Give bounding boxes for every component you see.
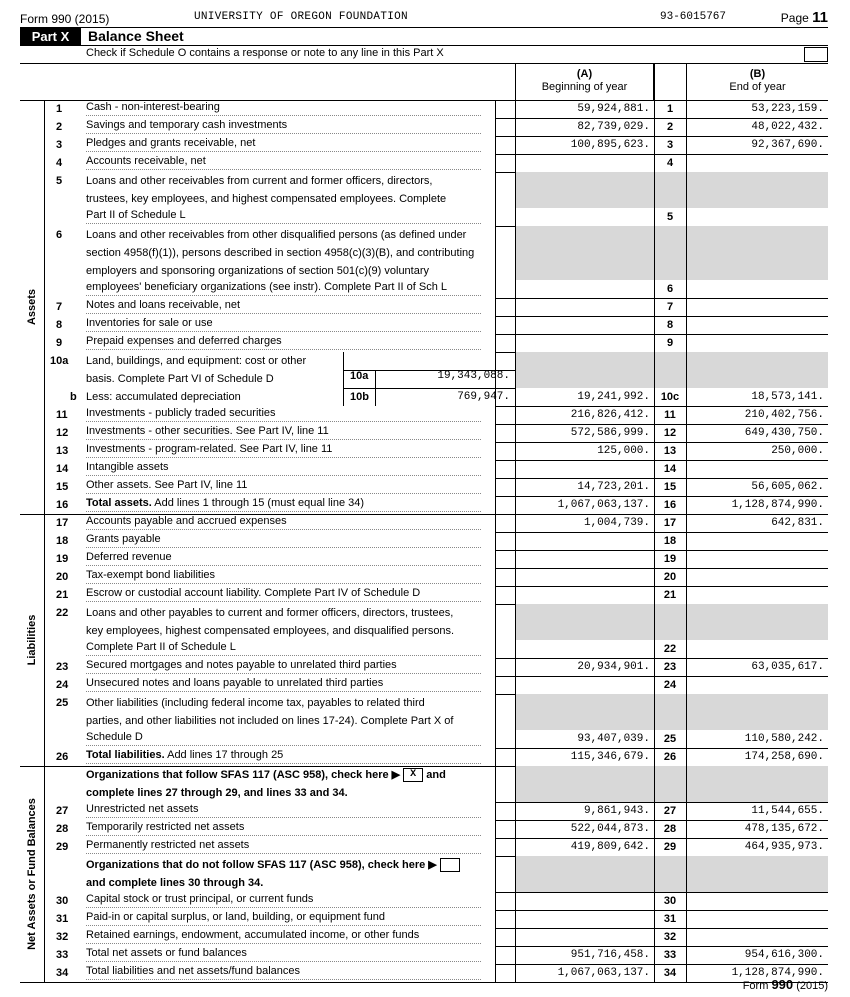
column-a-header <box>515 64 654 100</box>
line-ref: 27 <box>663 805 677 817</box>
line-description <box>86 766 501 802</box>
value-beginning-of-year: 115,346,679. <box>570 751 650 763</box>
description-line: Other assets. See Part IV, line 11 <box>86 478 481 494</box>
description-line <box>86 766 501 784</box>
value-end-of-year: 56,605,062. <box>751 481 824 493</box>
page-footer <box>743 977 828 992</box>
description-line: Prepaid expenses and deferred charges <box>86 334 481 350</box>
description-line: Part II of Schedule L <box>86 208 481 224</box>
line-number: 8 <box>56 319 63 331</box>
rule <box>495 406 828 407</box>
description-line: Temporarily restricted net assets <box>86 820 481 836</box>
value-end-of-year: 174,258,690. <box>744 751 824 763</box>
value-end-of-year: 250,000. <box>771 445 824 457</box>
value-10b: 769,947. <box>457 391 510 403</box>
line-description <box>86 442 501 461</box>
line-number: 34 <box>56 967 69 979</box>
line-ref: 21 <box>663 589 677 601</box>
rule <box>495 424 828 425</box>
value-beginning-of-year: 1,067,063,137. <box>557 967 650 979</box>
column-b-header <box>686 64 828 100</box>
column-headers <box>20 63 828 101</box>
line-number: 4 <box>56 157 63 169</box>
shaded-cell <box>515 604 828 640</box>
line-description <box>86 550 501 569</box>
line-ref: 26 <box>663 751 677 763</box>
shaded-cell <box>515 352 828 388</box>
rule <box>495 100 496 982</box>
schedule-o-text: Check if Schedule O contains a response or note to any line in this Part X <box>86 47 444 59</box>
description-line: employers and sponsoring organizations of section 501(c)(9) voluntary <box>86 265 430 277</box>
rule <box>343 370 515 371</box>
rule <box>495 658 828 659</box>
rule <box>495 334 828 335</box>
rule <box>343 352 344 406</box>
line-number: 33 <box>56 949 69 961</box>
line-ref: 15 <box>663 481 677 493</box>
line-description <box>86 676 501 695</box>
line-number: 21 <box>56 589 69 601</box>
line-number: 7 <box>56 301 63 313</box>
line-ref: 10c <box>660 391 680 403</box>
description-line: Escrow or custodial account liability. Complete Part IV of Schedule D <box>86 586 481 602</box>
arrow-right-icon: ▶ <box>388 769 404 781</box>
footer-form-num: 990 <box>771 977 794 992</box>
line-number: 23 <box>56 661 69 673</box>
line-number: 22 <box>56 607 69 619</box>
line-ref: 4 <box>666 157 674 169</box>
line-ref: 19 <box>663 553 677 565</box>
value-10a: 19,343,088. <box>437 370 510 382</box>
line-ref: 33 <box>663 949 677 961</box>
value-end-of-year: 1,128,874,990. <box>731 967 824 979</box>
line-description <box>86 100 501 119</box>
line-number: 10a <box>50 355 69 367</box>
line-description <box>86 568 501 587</box>
rule <box>495 964 828 965</box>
line-number: 2 <box>56 121 63 133</box>
description-line: Intangible assets <box>86 460 481 476</box>
value-end-of-year: 63,035,617. <box>751 661 824 673</box>
line-number: 17 <box>56 517 69 529</box>
description-line <box>86 856 501 874</box>
value-beginning-of-year: 125,000. <box>597 445 650 457</box>
line-number: 15 <box>56 481 69 493</box>
column-b-label: End of year <box>729 81 786 93</box>
line-number: 12 <box>56 427 69 439</box>
rule <box>343 388 515 389</box>
value-beginning-of-year: 14,723,201. <box>577 481 650 493</box>
line-number: 24 <box>56 679 69 691</box>
sfas-checkbox[interactable] <box>440 858 460 872</box>
line-sub-letter: b <box>70 391 77 403</box>
part-label: Part X <box>20 28 81 45</box>
rule <box>495 838 828 839</box>
rule <box>495 586 828 587</box>
rule <box>495 910 828 911</box>
footer-form-label: Form <box>742 980 769 992</box>
line-ref: 17 <box>663 517 677 529</box>
description-line: Paid-in or capital surplus, or land, building, or equipment fund <box>86 910 481 926</box>
description-line: Schedule D <box>86 730 481 746</box>
rule <box>495 118 828 119</box>
rule <box>495 928 828 929</box>
shaded-cell <box>515 766 828 802</box>
value-end-of-year: 92,367,690. <box>751 139 824 151</box>
line-ref: 16 <box>663 499 677 511</box>
line-ref: 13 <box>663 445 677 457</box>
line-description <box>86 514 501 533</box>
value-beginning-of-year: 1,004,739. <box>583 517 650 529</box>
rule <box>495 748 828 749</box>
value-beginning-of-year: 19,241,992. <box>577 391 650 403</box>
line-description <box>86 838 501 857</box>
line-ref: 25 <box>663 733 677 745</box>
section-label-assets <box>20 100 44 514</box>
schedule-o-checkbox[interactable] <box>804 47 828 62</box>
rule <box>495 946 828 947</box>
line-description <box>86 946 501 965</box>
shaded-cell <box>515 694 828 730</box>
line-description <box>86 892 501 911</box>
line-description <box>86 118 501 137</box>
rule <box>686 63 687 982</box>
line-description <box>86 352 346 388</box>
rule <box>495 316 828 317</box>
description-line: Less: accumulated depreciation <box>86 391 241 403</box>
description-line: key employees, highest compensated employees, and disqualified persons. <box>86 625 455 637</box>
line-description <box>86 154 501 173</box>
description-line: Accounts payable and accrued expenses <box>86 514 481 530</box>
line-description <box>86 298 501 317</box>
value-end-of-year: 478,135,672. <box>744 823 824 835</box>
section-label-liabilities <box>20 514 44 766</box>
description-line: basis. Complete Part VI of Schedule D <box>86 373 274 385</box>
line-description <box>86 586 501 605</box>
line-ref: 3 <box>666 139 674 151</box>
line-description <box>86 478 501 497</box>
line-description <box>86 172 501 227</box>
line-number: 9 <box>56 337 63 349</box>
value-end-of-year: 110,580,242. <box>744 733 824 745</box>
rule <box>495 550 828 551</box>
line-number: 28 <box>56 823 69 835</box>
line-ref: 28 <box>663 823 677 835</box>
line-number: 26 <box>56 751 69 763</box>
line-number: 20 <box>56 571 69 583</box>
rule <box>654 63 655 982</box>
line-description <box>86 460 501 479</box>
value-beginning-of-year: 1,067,063,137. <box>557 499 650 511</box>
rule <box>495 568 828 569</box>
line-description <box>86 964 501 983</box>
sfas-checkbox[interactable]: X <box>403 768 423 782</box>
line-number: 30 <box>56 895 69 907</box>
shaded-cell <box>515 856 828 892</box>
line-description <box>86 820 501 839</box>
column-b-letter: (B) <box>749 68 766 80</box>
description-line: Secured mortgages and notes payable to unrelated third parties <box>86 658 481 674</box>
sfas-text: Organizations that do not follow SFAS 117 (ASC 958), check here <box>86 859 426 871</box>
form-id: Form 990 (2015) <box>20 12 110 26</box>
line-ref: 20 <box>663 571 677 583</box>
line-number: 27 <box>56 805 69 817</box>
value-end-of-year: 53,223,159. <box>751 103 824 115</box>
line-ref: 6 <box>666 283 674 295</box>
value-end-of-year: 48,022,432. <box>751 121 824 133</box>
line-number: 11 <box>56 409 68 421</box>
line-description <box>86 658 501 677</box>
total-label: Total liabilities. <box>86 749 165 761</box>
line-number: 29 <box>56 841 69 853</box>
description-line: Loans and other receivables from current and former officers, directors, <box>86 175 433 187</box>
line-ref: 29 <box>663 841 677 853</box>
rule <box>495 460 828 461</box>
line-number: 16 <box>56 499 69 511</box>
line-ref: 30 <box>663 895 677 907</box>
part-title: Balance Sheet <box>88 28 184 44</box>
description-line: Unsecured notes and loans payable to unrelated third parties <box>86 676 481 692</box>
line-description <box>86 226 501 299</box>
line-ref: 23 <box>663 661 677 673</box>
total-label: Total assets. <box>86 497 152 509</box>
line-number: 32 <box>56 931 69 943</box>
description-line: complete lines 27 through 29, and lines 33 and 34. <box>86 787 348 799</box>
rule <box>495 298 828 299</box>
section-label-text: Assets <box>26 288 38 326</box>
description-line: Notes and loans receivable, net <box>86 298 481 314</box>
line-ref: 7 <box>666 301 674 313</box>
page-number <box>781 9 828 26</box>
line-description <box>86 604 501 659</box>
value-beginning-of-year: 419,809,642. <box>570 841 650 853</box>
line-ref-10b: 10b <box>350 391 369 403</box>
section-label-net-assets <box>20 766 44 982</box>
line-description <box>86 496 501 515</box>
rule <box>495 478 828 479</box>
line-ref: 32 <box>663 931 677 943</box>
description-line: Investments - program-related. See Part IV, line 11 <box>86 442 481 458</box>
description-line: Loans and other receivables from other disqualified persons (as defined under <box>86 229 467 241</box>
description-line: Complete Part II of Schedule L <box>86 640 481 656</box>
line-number: 5 <box>56 175 63 187</box>
line-ref: 5 <box>666 211 674 223</box>
line-number: 18 <box>56 535 69 547</box>
value-beginning-of-year: 100,895,623. <box>570 139 650 151</box>
line-description <box>86 928 501 947</box>
line-ref: 24 <box>663 679 677 691</box>
line-description <box>86 136 501 155</box>
column-a-label: Beginning of year <box>541 81 628 93</box>
description-line: and complete lines 30 through 34. <box>86 877 264 889</box>
description-line: Retained earnings, endowment, accumulated income, or other funds <box>86 928 481 944</box>
section-label-text: Liabilities <box>26 614 38 666</box>
page-label: Page <box>780 11 809 25</box>
line-ref-10a: 10a <box>350 370 369 382</box>
line-ref: 2 <box>666 121 674 133</box>
value-beginning-of-year: 522,044,873. <box>570 823 650 835</box>
rule <box>44 100 45 982</box>
description-line: Investments - other securities. See Part IV, line 11 <box>86 424 481 440</box>
description-line: Accounts receivable, net <box>86 154 481 170</box>
rule <box>495 892 828 893</box>
line-number: 19 <box>56 553 69 565</box>
description-line: Total liabilities and net assets/fund balances <box>86 964 481 980</box>
page-num: 11 <box>812 9 828 26</box>
description-line: Land, buildings, and equipment: cost or other <box>86 355 307 367</box>
line-description <box>86 388 326 406</box>
line-description <box>86 316 501 335</box>
line-ref: 1 <box>666 103 674 115</box>
description-line: Pledges and grants receivable, net <box>86 136 481 152</box>
line-number: 31 <box>56 913 69 925</box>
section-label-text: Net Assets or Fund Balances <box>26 798 38 950</box>
form-header <box>20 9 828 27</box>
rule <box>515 63 516 982</box>
line-ref: 8 <box>666 319 674 331</box>
line-description <box>86 694 501 749</box>
description-line: employees' beneficiary organizations (see instr). Complete Part II of Sch L <box>86 280 481 296</box>
rule <box>495 154 828 155</box>
rule <box>20 982 828 983</box>
description-line: trustees, key employees, and highest compensated employees. Complete <box>86 193 447 205</box>
sfas-text: Organizations that follow SFAS 117 (ASC 958), check here <box>86 769 389 781</box>
description-line: Total assets. Add lines 1 through 15 (must equal line 34) <box>86 496 481 512</box>
value-end-of-year: 11,544,655. <box>751 805 824 817</box>
line-ref: 9 <box>666 337 674 349</box>
value-beginning-of-year: 951,716,458. <box>570 949 650 961</box>
line-number: 25 <box>56 697 69 709</box>
description-line: Permanently restricted net assets <box>86 838 481 854</box>
value-end-of-year: 649,430,750. <box>744 427 824 439</box>
line-description <box>86 802 501 821</box>
line-number: 14 <box>56 463 69 475</box>
description-line: Grants payable <box>86 532 481 548</box>
shaded-cell <box>515 226 828 280</box>
value-beginning-of-year: 82,739,029. <box>577 121 650 133</box>
description-line: Total liabilities. Add lines 17 through 25 <box>86 748 481 764</box>
line-description <box>86 910 501 929</box>
line-number: 6 <box>56 229 63 241</box>
line-ref: 11 <box>664 409 676 421</box>
description-line: section 4958(f)(1)), persons described in section 4958(c)(3)(B), and contributing <box>86 247 475 259</box>
organization-name: UNIVERSITY OF OREGON FOUNDATION <box>194 11 408 23</box>
description-line: Investments - publicly traded securities <box>86 406 481 422</box>
value-beginning-of-year: 93,407,039. <box>577 733 650 745</box>
rule <box>495 136 828 137</box>
rule <box>495 802 828 803</box>
value-end-of-year: 464,935,973. <box>744 841 824 853</box>
rule <box>495 820 828 821</box>
value-end-of-year: 18,573,141. <box>751 391 824 403</box>
description-line: Inventories for sale or use <box>86 316 481 332</box>
value-beginning-of-year: 572,586,999. <box>570 427 650 439</box>
arrow-right-icon: ▶ <box>425 859 440 871</box>
description-line: Savings and temporary cash investments <box>86 118 481 134</box>
line-description <box>86 334 501 353</box>
line-description <box>86 532 501 551</box>
description-line: Cash - non-interest-bearing <box>86 100 481 116</box>
line-ref: 14 <box>663 463 677 475</box>
rule <box>495 442 828 443</box>
part-bar <box>20 27 828 46</box>
line-description <box>86 748 501 767</box>
description-line: Capital stock or trust principal, or current funds <box>86 892 481 908</box>
value-end-of-year: 1,128,874,990. <box>731 499 824 511</box>
rule <box>495 676 828 677</box>
line-ref: 22 <box>663 643 677 655</box>
footer-year: (2015) <box>796 980 828 992</box>
value-beginning-of-year: 9,861,943. <box>583 805 650 817</box>
line-ref: 12 <box>663 427 677 439</box>
shaded-cell <box>515 172 828 208</box>
line-number: 13 <box>56 445 69 457</box>
description-line: Tax-exempt bond liabilities <box>86 568 481 584</box>
value-beginning-of-year: 20,934,901. <box>577 661 650 673</box>
rule <box>495 532 828 533</box>
column-a-letter: (A) <box>576 68 593 80</box>
value-beginning-of-year: 216,826,412. <box>570 409 650 421</box>
value-end-of-year: 954,616,300. <box>744 949 824 961</box>
value-beginning-of-year: 59,924,881. <box>577 103 650 115</box>
line-description <box>86 424 501 443</box>
line-description <box>86 856 501 892</box>
schedule-o-row <box>86 47 828 59</box>
line-description <box>86 406 501 425</box>
value-end-of-year: 210,402,756. <box>744 409 824 421</box>
line-ref: 31 <box>663 913 677 925</box>
and-text: and <box>423 769 446 781</box>
rule <box>495 496 828 497</box>
line-number: 1 <box>56 103 63 115</box>
description-line: Deferred revenue <box>86 550 481 566</box>
description-line: parties, and other liabilities not included on lines 17-24). Complete Part X of <box>86 715 454 727</box>
line-ref: 18 <box>663 535 677 547</box>
description-line: Total net assets or fund balances <box>86 946 481 962</box>
value-end-of-year: 642,831. <box>771 517 824 529</box>
ein: 93-6015767 <box>660 11 727 23</box>
line-number: 3 <box>56 139 63 151</box>
description-line: Other liabilities (including federal income tax, payables to related third <box>86 697 425 709</box>
description-line: Loans and other payables to current and former officers, directors, trustees, <box>86 607 454 619</box>
description-line: Unrestricted net assets <box>86 802 481 818</box>
line-ref: 34 <box>663 967 677 979</box>
